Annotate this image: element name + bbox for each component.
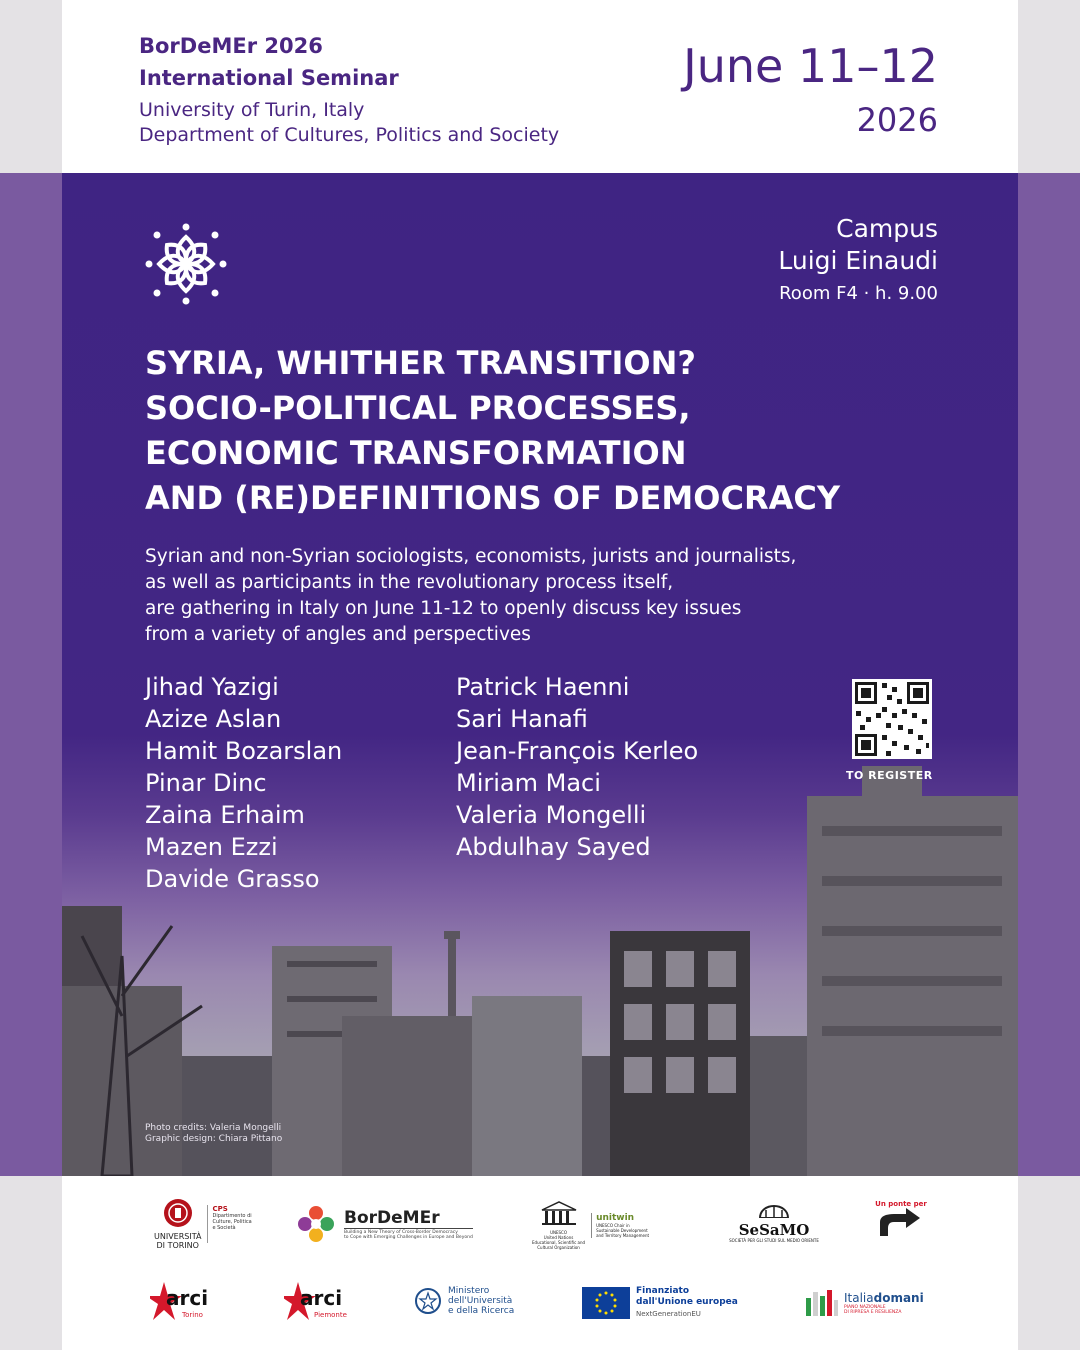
date-days: June 11–12 bbox=[683, 39, 938, 93]
cps-name: CPS bbox=[212, 1205, 228, 1213]
unitwin-sub-1: UNESCO Chair in bbox=[596, 1222, 630, 1228]
description-line: from a variety of angles and perspectives bbox=[145, 624, 531, 645]
description-line: Syrian and non-Syrian sociologists, economists, jurists and journalists, bbox=[145, 546, 797, 567]
unesco-sub-3: Cultural Organization bbox=[537, 1245, 580, 1250]
unesco-sub-1: United Nations bbox=[543, 1235, 574, 1240]
venue-campus-name: Luigi Einaudi bbox=[778, 246, 938, 275]
unitwin-sub-2: Sustainable Development bbox=[596, 1227, 648, 1233]
cps-sub-2: Culture, Politica bbox=[212, 1219, 252, 1225]
logo-arci-piemonte bbox=[284, 1280, 364, 1324]
speaker-name: Patrick Haenni bbox=[456, 673, 630, 701]
italia-domani-bars-icon bbox=[804, 1288, 840, 1318]
seminar-type: International Seminar bbox=[139, 66, 399, 90]
poster-main-panel bbox=[62, 173, 1018, 1176]
eu-text-2: dall'Unione europea bbox=[636, 1297, 738, 1307]
italia-sub-2: DI RIPRESA E RESILIENZA bbox=[844, 1309, 902, 1315]
university-name: University of Turin, Italy bbox=[139, 99, 365, 121]
description-line: are gathering in Italy on June 11-12 to openly discuss key issues bbox=[145, 598, 742, 619]
right-border bbox=[1018, 0, 1080, 1350]
department-name: Department of Cultures, Politics and Society bbox=[139, 124, 560, 146]
unito-name-2: DI TORINO bbox=[156, 1241, 199, 1250]
bridge-arrow-icon bbox=[874, 1208, 924, 1238]
logo-eu-nextgen bbox=[582, 1286, 738, 1320]
speaker-name: Davide Grasso bbox=[145, 865, 320, 893]
event-date bbox=[683, 36, 938, 144]
cps-sub-1: Dipartimento di bbox=[212, 1213, 252, 1219]
unitwin-sub-3: and Territory Management bbox=[596, 1232, 650, 1238]
speaker-name: Jihad Yazigi bbox=[145, 673, 279, 701]
speakers-list-left bbox=[145, 671, 342, 895]
italia-name-1: Italia bbox=[844, 1290, 874, 1305]
venue-campus: Campus bbox=[836, 214, 938, 243]
italian-emblem-icon bbox=[414, 1287, 442, 1315]
unesco-name: UNESCO bbox=[550, 1230, 567, 1235]
unesco-temple-icon bbox=[540, 1200, 578, 1226]
date-year: 2026 bbox=[856, 101, 938, 139]
speaker-name: Jean-François Kerleo bbox=[456, 737, 699, 765]
arci-torino-city: Torino bbox=[182, 1311, 203, 1319]
title-line: AND (RE)DEFINITIONS OF DEMOCRACY bbox=[145, 479, 840, 517]
unito-seal-icon bbox=[163, 1198, 193, 1228]
ponte-name: Un ponte per bbox=[875, 1200, 927, 1208]
description-line: as well as participants in the revolutionary process itself, bbox=[145, 572, 674, 593]
title-line: ECONOMIC TRANSFORMATION bbox=[145, 434, 687, 472]
unito-name-1: UNIVERSITÀ bbox=[154, 1232, 202, 1241]
cps-sub-3: e Società bbox=[212, 1225, 236, 1231]
left-border bbox=[0, 0, 62, 1350]
poster-header bbox=[62, 0, 1018, 173]
title-line: SOCIO-POLITICAL PROCESSES, bbox=[145, 389, 691, 427]
arci-piemonte-region: Piemonte bbox=[314, 1311, 347, 1319]
venue-room-time: Room F4 · h. 9.00 bbox=[779, 283, 938, 304]
unesco-sub-2: Educational, Scientific and bbox=[532, 1240, 586, 1245]
speaker-name: Miriam Maci bbox=[456, 769, 601, 797]
speaker-name: Abdulhay Sayed bbox=[456, 833, 651, 861]
partner-logos-footer bbox=[62, 1176, 1018, 1350]
unitwin-name: unitwin bbox=[596, 1212, 635, 1223]
logo-mur bbox=[414, 1286, 514, 1316]
eu-text-1: Finanziato bbox=[636, 1286, 690, 1296]
mur-name-1: Ministero bbox=[448, 1286, 490, 1296]
logo-arci-torino bbox=[150, 1280, 220, 1324]
arci-torino-name: arci bbox=[166, 1286, 209, 1310]
speaker-name: Valeria Mongelli bbox=[456, 801, 647, 829]
italia-name-2: domani bbox=[873, 1290, 924, 1305]
italia-sub-1: PIANO NAZIONALE bbox=[844, 1304, 886, 1310]
sesamo-dome-icon bbox=[756, 1198, 792, 1218]
speaker-name: Sari Hanafi bbox=[456, 705, 588, 733]
logo-unesco-unitwin bbox=[532, 1200, 649, 1250]
bordemer-sub-1: Building a New Theory of Cross-Border Democracy bbox=[344, 1228, 473, 1235]
logo-unito-cps bbox=[154, 1198, 252, 1250]
seminar-info bbox=[139, 30, 559, 148]
register-label: TO REGISTER bbox=[846, 769, 933, 782]
credits bbox=[145, 1123, 282, 1145]
bordemer-sub-2: to Cope with Emerging Challenges in Europe and Beyond bbox=[344, 1235, 473, 1240]
speakers-list-right bbox=[456, 671, 698, 863]
eu-text-3: NextGenerationEU bbox=[636, 1310, 701, 1318]
eu-flag-icon bbox=[582, 1287, 630, 1319]
speaker-name: Azize Aslan bbox=[145, 705, 282, 733]
design-credit: Graphic design: Chiara Pittano bbox=[145, 1134, 283, 1144]
logo-italia-domani bbox=[804, 1288, 924, 1318]
speaker-name: Zaina Erhaim bbox=[145, 801, 305, 829]
sesamo-sub: SOCIETÀ PER GLI STUDI SUL MEDIO ORIENTE bbox=[729, 1238, 819, 1243]
logo-bordemer bbox=[296, 1204, 473, 1244]
sesamo-name: SeSaMO bbox=[738, 1221, 810, 1239]
seminar-description bbox=[145, 544, 796, 648]
photo-credit: Photo credits: Valeria Mongelli bbox=[145, 1123, 282, 1133]
registration-qr-code[interactable] bbox=[852, 679, 932, 759]
logo-un-ponte-per bbox=[874, 1200, 928, 1242]
bordemer-name: BorDeMEr bbox=[344, 1208, 440, 1228]
bordemer-colored-flower-icon bbox=[296, 1204, 336, 1244]
venue-info bbox=[778, 213, 938, 311]
seminar-name: BorDeMEr 2026 bbox=[139, 34, 323, 58]
speaker-name: Pinar Dinc bbox=[145, 769, 267, 797]
mur-name-3: e della Ricerca bbox=[448, 1306, 515, 1316]
title-line: SYRIA, WHITHER TRANSITION? bbox=[145, 344, 696, 382]
speaker-name: Mazen Ezzi bbox=[145, 833, 278, 861]
arci-piemonte-name: arci bbox=[300, 1286, 343, 1310]
logo-sesamo bbox=[726, 1198, 822, 1243]
mur-name-2: dell'Università bbox=[448, 1296, 513, 1306]
speaker-name: Hamit Bozarslan bbox=[145, 737, 343, 765]
seminar-title bbox=[145, 341, 840, 521]
bordemer-flower-icon bbox=[145, 223, 227, 305]
